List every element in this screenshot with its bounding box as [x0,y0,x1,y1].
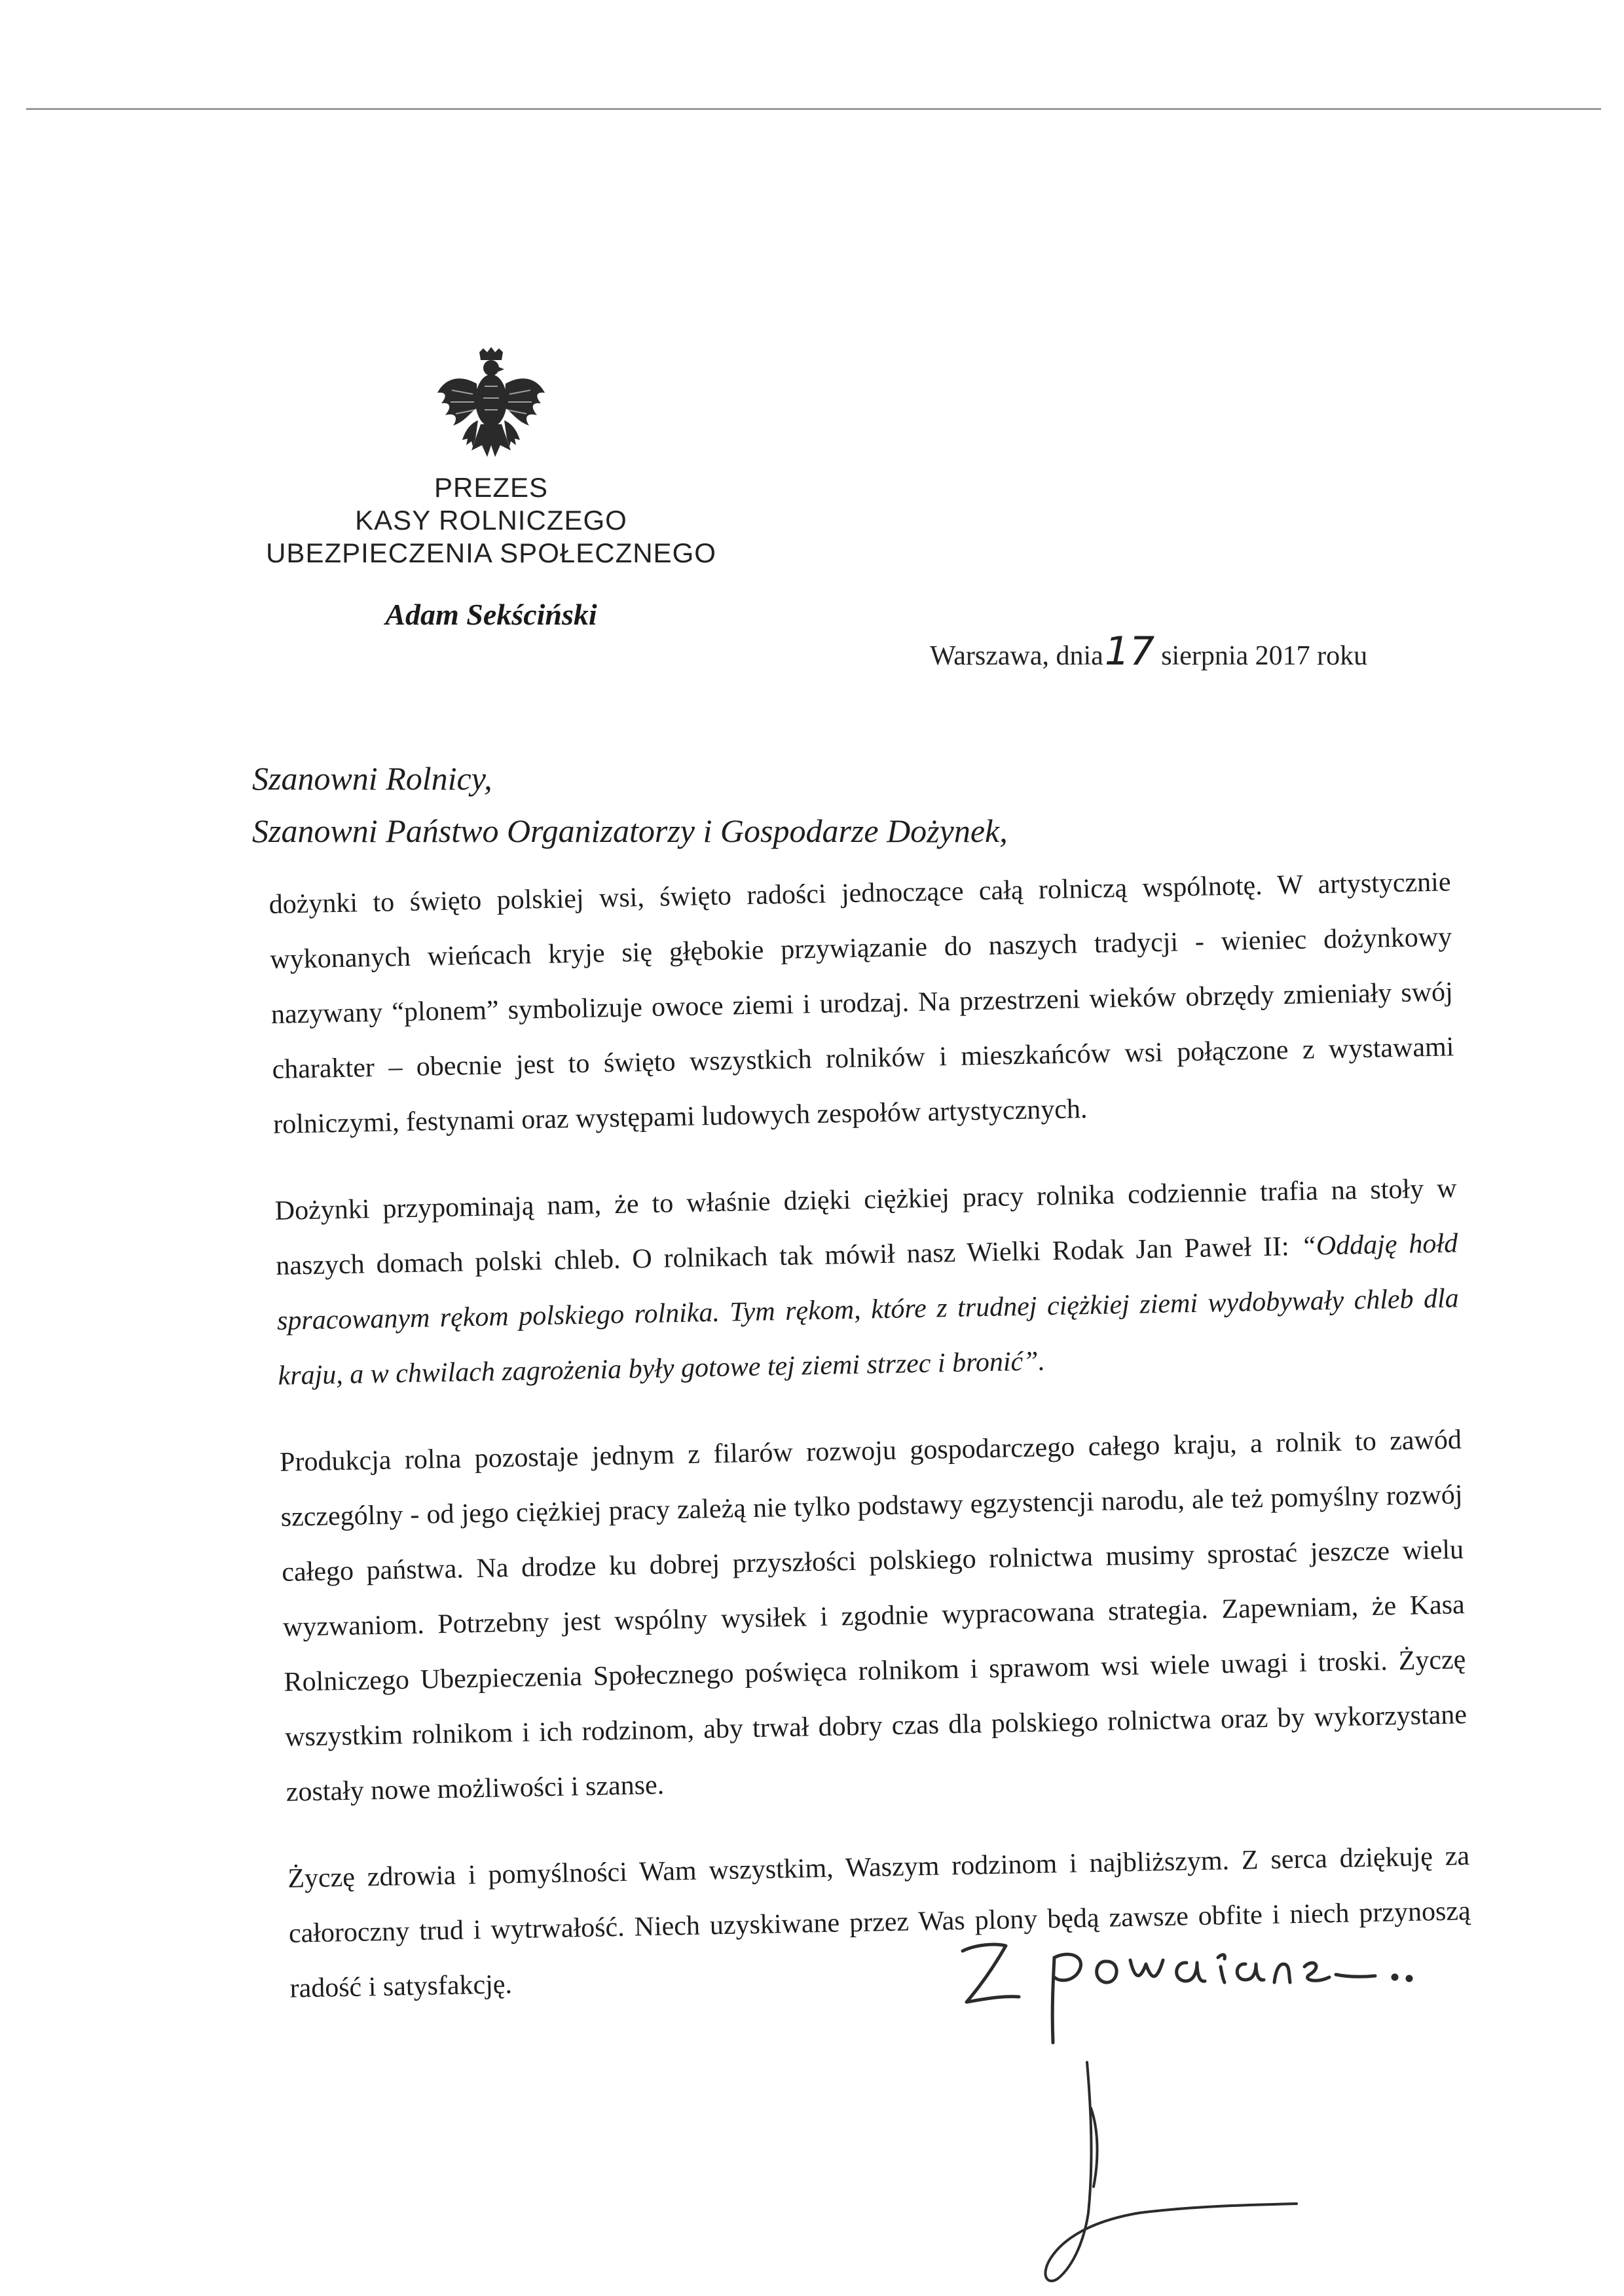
letter-body [268,854,1473,2047]
handwritten-closing-and-signature [943,1912,1467,2291]
salutation-line-2: Szanowni Państwo Organizatorzy i Gospodarze Dożynek, [252,812,1008,849]
letterhead-title-line-1: PREZES [434,472,549,503]
paragraph-1: dożynki to święto polskiej wsi, święto radości jednoczące całą rolniczą wspólnotę. W artystycznie wykonanych wieńcach kryje się głębokie przywiązanie do naszych tradycji - wieniec dożynkowy nazywany “plonem” symbolizuje owoce ziemi i urodzaj. Na przestrzeni wieków obrzędy zmieniały swój charakter – obecnie jest to święto wszystkich rolników i mieszkańców wsi połączone z wystawami rolniczymi, festynami oraz występami ludowych zespołów artystycznych. [268,867,1454,1140]
date-prefix: Warszawa, dnia [930,641,1103,671]
handwritten-closing [963,1944,1411,2043]
letterhead [249,347,733,632]
paragraph-3: Produkcja rolna pozostaje jednym z filarów rozwoju gospodarczego całego kraju, a rolnik to zawód szczególny - od jego ciężkiej pracy zależą nie tylko podstawy egzystencji narodu, ale też pomyślny rozwój całego państwa. Na drodze ku dobrej przyszłości polskiego rolnictwa musimy sprostać jeszcze wielu wyzwaniom. Potrzebny jest wspólny wysiłek i zgodnie wypracowana strategia. Zapewniam, że Kasa Rolniczego Ubezpieczenia Społecznego poświęca rolnikom i sprawom wsi wiele uwagi i troski. Życzę wszystkim rolnikom i ich rodzinom, aby trwał dobry czas dla polskiego rolnictwa oraz by wykorzystane zostały nowe możliwości i szanse. [279,1425,1467,1808]
sender-name: Adam Sekściński [385,598,597,631]
date-day-handwritten: 17 [1104,629,1155,674]
date-line [930,629,1441,674]
pope-quote: “Oddaję hołd spracowanym rękom polskiego rolnika. Tym rękom, które z trudnej ciężkiej ziemi wydobywały chleb dla kraju, a w chwilach zagrożenia były gotowe tej ziemi strzec i bronić”. [276,1228,1460,1391]
paragraph-4: Życzę zdrowia i pomyślności Wam wszystkim, Waszym rodzinom i najbliższym. Z serca dziękuję za całoroczny trud i wytrwałość. Niech uzyskiwane przez Was plony będą zawsze obfite i niech przynoszą radość i satysfakcję. [287,1841,1471,2004]
handwritten-signature [1045,2062,1297,2281]
letterhead-title-line-2: KASY ROLNICZEGO [355,505,627,536]
date-suffix: sierpnia 2017 roku [1161,641,1368,671]
paragraph-2-intro: Dożynki przypominają nam, że to właśnie dzięki ciężkiej pracy rolnika codziennie trafia na stoły w naszych domach polski chleb. O rolnikach tak mówił nasz Wielki Rodak Jan Paweł II: [274,1173,1457,1281]
scan-top-rule [26,108,1601,110]
polish-eagle-emblem-icon [432,347,550,471]
paragraph-2 [274,1161,1460,1404]
salutation-line-1: Szanowni Rolnicy, [252,760,492,797]
letterhead-title-line-3: UBEZPIECZENIA SPOŁECZNEGO [266,538,716,568]
